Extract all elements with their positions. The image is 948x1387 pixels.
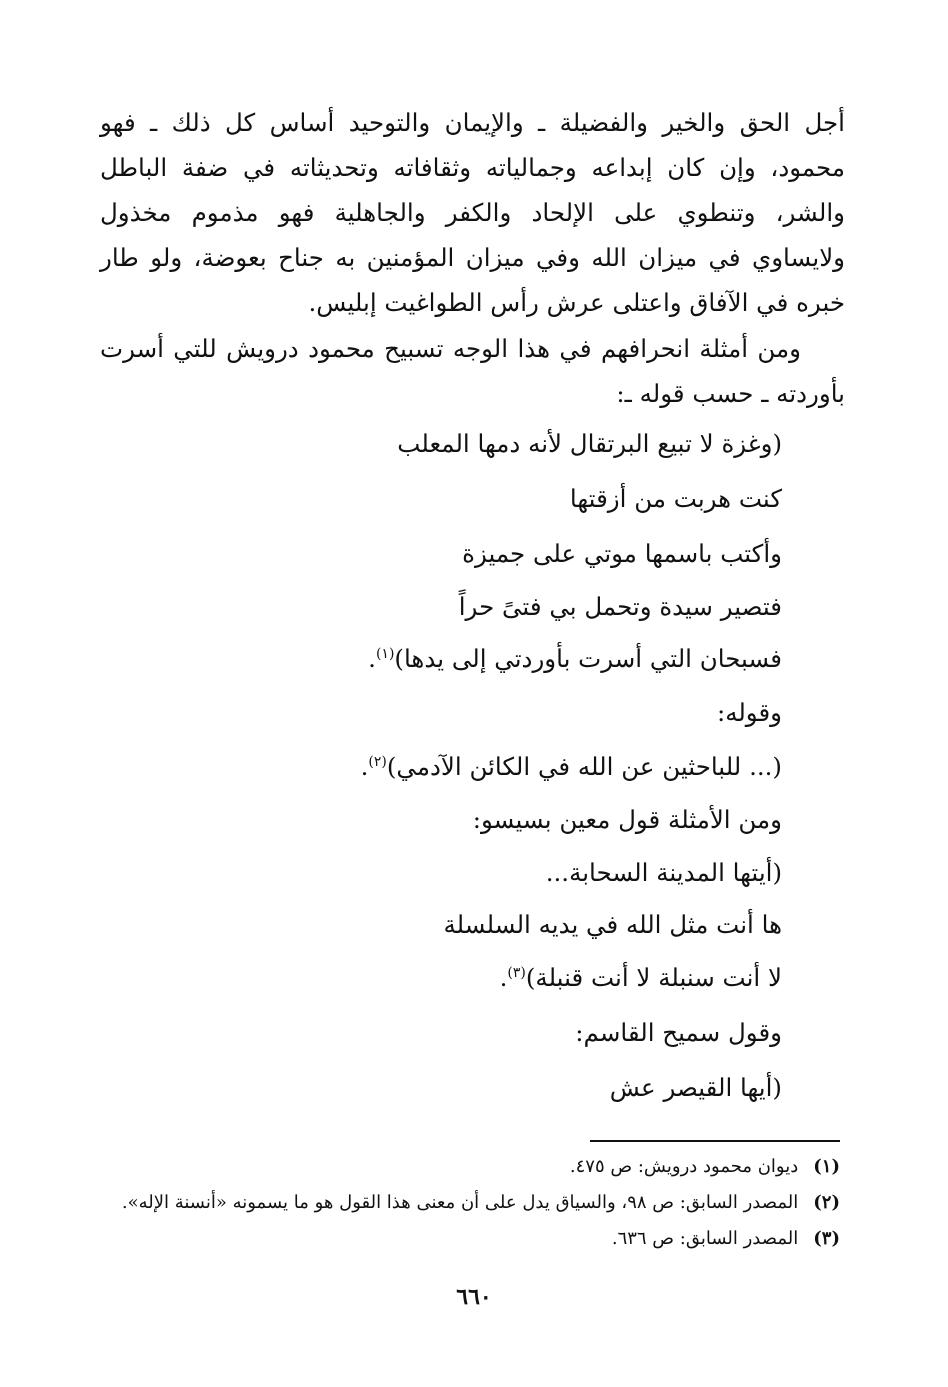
verse-text: كنت هربت من أزقتها	[569, 484, 782, 513]
verse-line	[368, 639, 782, 679]
verse-line	[444, 905, 783, 945]
verse-text: ها أنت مثل الله في يديه السلسلة	[443, 910, 782, 939]
footnote-text: المصدر السابق: ص ٩٨، والسياق يدل على أن معنى هذا القول هو ما يسمونه «أنسنة الإله».	[121, 1192, 799, 1213]
verse-text: فتصير سيدة وتحمل بي فتىً حراً	[458, 592, 782, 621]
footnote-text: ديوان محمود درويش: ص ٤٧٥.	[569, 1156, 799, 1177]
footnote-ref: (٢)	[368, 753, 387, 770]
paragraph-line: بأوردته ـ حسب قوله ـ:	[616, 379, 845, 408]
footnote-ref: (١)	[375, 645, 395, 662]
verse-text: وقوله:	[716, 698, 782, 727]
punctuation: .	[499, 963, 508, 992]
verse-line	[473, 800, 782, 840]
paragraph-line	[100, 326, 845, 371]
footnote-number: (٣)	[813, 1228, 840, 1249]
footnote-separator	[590, 1140, 840, 1142]
verse-line	[575, 1013, 782, 1053]
verse-text: وأكتب باسمها موتي على جميزة	[462, 539, 782, 568]
verse-text: ومن الأمثلة قول معين بسيسو:	[472, 805, 782, 834]
verse-text: (... للباحثين عن الله في الكائن الآدمي)	[386, 752, 782, 781]
verse-line	[361, 747, 782, 787]
verse-text: (أيتها المدينة السحابة...	[545, 858, 782, 887]
verse-line	[500, 958, 782, 998]
paragraph-line: ولايساوي في ميزان الله وفي ميزان المؤمنين به جناح بعوضة، ولو طار	[100, 243, 845, 272]
verse-line	[610, 1068, 782, 1108]
punctuation: .	[360, 752, 369, 781]
paragraph-line: والشر، وتنطوي على الإلحاد والكفر والجاهلية فهو مذموم مخذول	[100, 198, 845, 227]
verse-text: لا أنت سنبلة لا أنت قنبلة)	[525, 963, 782, 992]
footnote-ref: (٣)	[507, 964, 526, 981]
verse-text: (أيها القيصر عش	[609, 1073, 782, 1102]
verse-line	[717, 693, 782, 733]
verse-line	[462, 534, 782, 574]
verse-line	[397, 424, 782, 464]
verse-text: فسبحان التي أسرت بأوردتي إلى يدها)	[394, 644, 782, 673]
paragraph-line: خبره في الآفاق واعتلى عرش رأس الطواغيت إبليس.	[308, 288, 845, 317]
paragraph-line: أجل الحق والخير والفضيلة ـ والإيمان والتوحيد أساس كل ذلك ـ فهو	[100, 108, 845, 137]
footnote	[100, 1154, 840, 1180]
footnote-number: (١)	[813, 1156, 840, 1177]
verse-text: وقول سميح القاسم:	[575, 1018, 782, 1047]
footnote-text: المصدر السابق: ص ٦٣٦.	[611, 1228, 799, 1249]
footnote	[100, 1190, 840, 1216]
verse-line	[459, 587, 782, 627]
footnote-number: (٢)	[813, 1192, 840, 1213]
paragraph-line-text: ومن أمثلة انحرافهم في هذا الوجه تسبيح محمود درويش للتي أسرت	[100, 334, 801, 363]
verse-line	[546, 853, 782, 893]
verse-text: (وغزة لا تبيع البرتقال لأنه دمها المعلب	[397, 429, 782, 458]
paragraph-line: محمود، وإن كان إبداعه وجمالياته وثقافاته وتحديثاته في ضفة الباطل	[100, 153, 845, 182]
paragraph-1	[100, 100, 845, 325]
punctuation: .	[368, 644, 376, 673]
footnote	[100, 1226, 840, 1252]
verse-line	[570, 479, 782, 519]
page-number: ٦٦٠	[456, 1284, 492, 1310]
paragraph-2	[100, 326, 845, 416]
